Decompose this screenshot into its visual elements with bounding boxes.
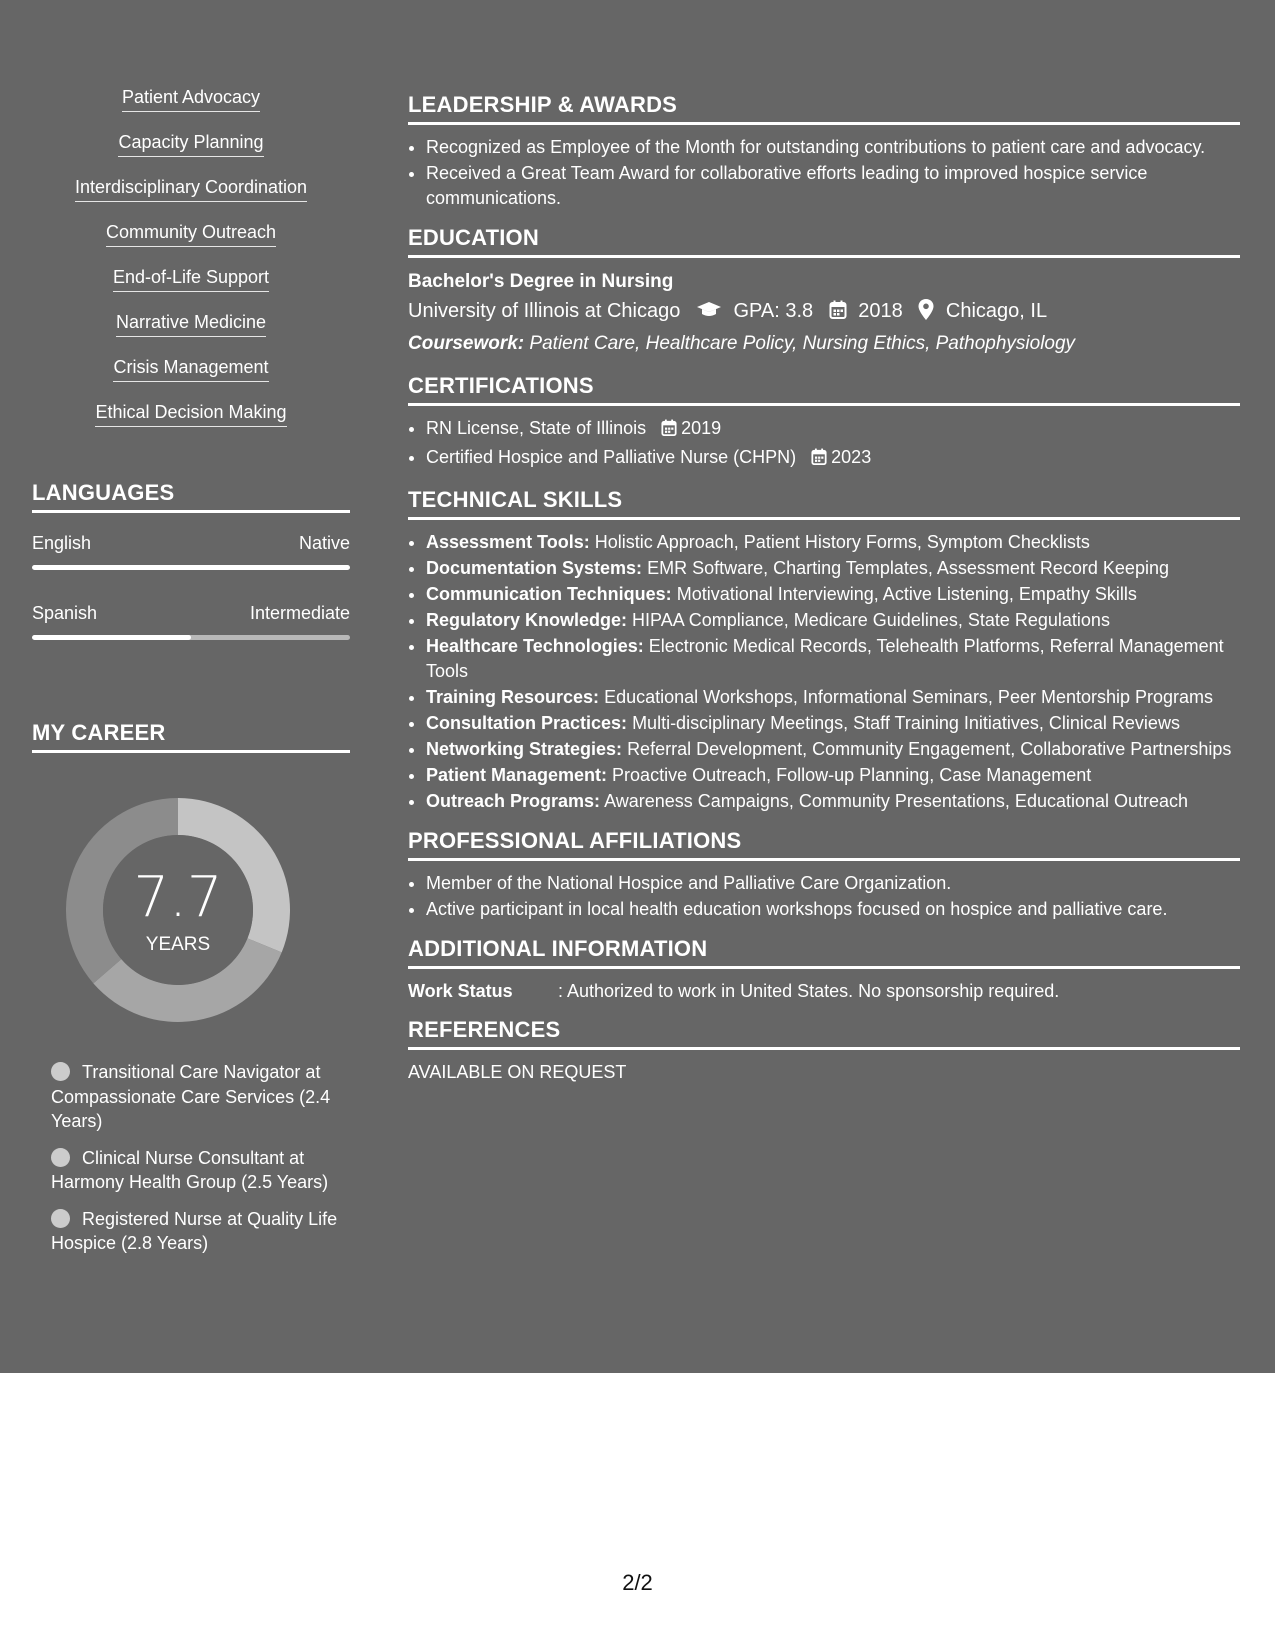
list-item	[426, 416, 1240, 444]
list-item: • Active participant in local health education workshops focused on hospice and palliative care.	[426, 897, 1240, 922]
certification-name: Certified Hospice and Palliative Nurse (CHPN)	[426, 447, 797, 467]
list-item: • Communication Techniques: Motivational Interviewing, Active Listening, Empathy Skills	[426, 582, 1240, 607]
list-item: • Member of the National Hospice and Palliative Care Organization.	[426, 871, 1240, 896]
language-proficiency-bar	[32, 635, 350, 640]
degree-title: Bachelor's Degree in Nursing	[408, 271, 674, 292]
list-item: • Recognized as Employee of the Month for outstanding contributions to patient care and advocacy.	[426, 135, 1240, 160]
languages-section	[32, 480, 350, 653]
language-proficiency-fill	[32, 565, 350, 570]
skill-tag: Crisis Management	[32, 356, 350, 401]
list-item: • Training Resources: Educational Workshops, Informational Seminars, Peer Mentorship Programs	[426, 685, 1240, 710]
graduation-cap-icon	[696, 299, 722, 329]
list-item: • Documentation Systems: EMR Software, Charting Templates, Assessment Record Keeping	[426, 556, 1240, 581]
list-item: • Patient Management: Proactive Outreach, Follow-up Planning, Case Management	[426, 763, 1240, 788]
skill-tag-list	[32, 86, 350, 446]
career-heading: MY CAREER	[32, 720, 350, 753]
bullet-dot-icon	[51, 1148, 70, 1167]
work-status-value: : Authorized to work in United States. No sponsorship required.	[558, 981, 1060, 1001]
calendar-icon	[661, 419, 677, 444]
certification-year: 2019	[681, 418, 722, 438]
affiliations-list	[408, 871, 1240, 922]
skill-tag: Patient Advocacy	[32, 86, 350, 131]
certifications-section	[408, 373, 1240, 473]
technical-skills-list	[408, 530, 1240, 814]
career-section	[32, 720, 350, 1253]
graduation-year: 2018	[858, 300, 903, 322]
leadership-list	[408, 135, 1240, 211]
language-proficiency-fill	[32, 635, 191, 640]
calendar-icon	[829, 299, 847, 329]
coursework-text: Patient Care, Healthcare Policy, Nursing Ethics, Pathophysiology	[529, 333, 1076, 354]
list-item: • Consultation Practices: Multi-disciplinary Meetings, Staff Training Initiatives, Clinical Reviews	[426, 711, 1240, 736]
list-item: • Healthcare Technologies: Electronic Medical Records, Telehealth Platforms, Referral Management Tools	[426, 634, 1240, 684]
work-status-label: Work Status	[408, 981, 513, 1001]
additional-info-section	[408, 936, 1240, 1003]
list-item: • Assessment Tools: Holistic Approach, Patient History Forms, Symptom Checklists	[426, 530, 1240, 555]
bullet-dot-icon	[51, 1209, 70, 1228]
coursework	[408, 329, 1240, 359]
language-level: Native	[298, 533, 350, 553]
languages-heading: LANGUAGES	[32, 480, 350, 513]
certification-year: 2023	[831, 447, 872, 467]
career-list	[51, 1060, 341, 1268]
main-content	[408, 92, 1240, 1098]
affiliations-section	[408, 828, 1240, 922]
language-row	[32, 513, 350, 583]
school-name: University of Illinois at Chicago	[408, 300, 681, 322]
school-location: Chicago, IL	[945, 300, 1048, 322]
education-details	[408, 296, 1240, 329]
language-level: Intermediate	[249, 603, 350, 623]
references-text: AVAILABLE ON REQUEST	[408, 1062, 627, 1082]
skill-tag: End-of-Life Support	[32, 266, 350, 311]
skill-tag: Interdisciplinary Coordination	[32, 176, 350, 221]
skill-tag: Capacity Planning	[32, 131, 350, 176]
work-status-row	[408, 979, 1240, 1003]
location-pin-icon	[918, 299, 934, 329]
additional-info-heading: ADDITIONAL INFORMATION	[408, 936, 1240, 969]
career-item: Transitional Care Navigator at Compassionate Care Services (2.4 Years)	[51, 1062, 331, 1131]
skill-tag: Community Outreach	[32, 221, 350, 266]
certification-name: RN License, State of Illinois	[426, 418, 647, 438]
language-row	[32, 583, 350, 653]
gpa-value: GPA: 3.8	[733, 300, 814, 322]
calendar-icon	[811, 448, 827, 473]
career-total-years: 7.7	[133, 865, 223, 930]
career-item: Registered Nurse at Quality Life Hospice (2.8 Years)	[51, 1208, 338, 1253]
career-years-label: YEARS	[145, 934, 211, 955]
list-item: • Received a Great Team Award for collaborative efforts leading to improved hospice service communications.	[426, 161, 1240, 211]
references-heading: REFERENCES	[408, 1017, 1240, 1050]
technical-skills-section	[408, 487, 1240, 814]
coursework-label: Coursework:	[408, 333, 525, 354]
skill-tag: Narrative Medicine	[32, 311, 350, 356]
technical-skills-heading: TECHNICAL SKILLS	[408, 487, 1240, 520]
list-item: • Networking Strategies: Referral Development, Community Engagement, Collaborative Partnerships	[426, 737, 1240, 762]
certifications-heading: CERTIFICATIONS	[408, 373, 1240, 406]
page-number: 2/2	[622, 1570, 653, 1595]
affiliations-heading: PROFESSIONAL AFFILIATIONS	[408, 828, 1240, 861]
list-item: • Outreach Programs: Awareness Campaigns, Community Presentations, Educational Outreach	[426, 789, 1240, 814]
leadership-heading: LEADERSHIP & AWARDS	[408, 92, 1240, 125]
language-name: English	[32, 533, 92, 553]
list-item: • Regulatory Knowledge: HIPAA Compliance, Medicare Guidelines, State Regulations	[426, 608, 1240, 633]
language-name: Spanish	[32, 603, 98, 623]
career-donut-chart	[66, 798, 290, 1022]
leadership-section	[408, 92, 1240, 211]
skill-tag: Ethical Decision Making	[32, 401, 350, 446]
references-section	[408, 1017, 1240, 1084]
career-item: Clinical Nurse Consultant at Harmony Health Group (2.5 Years)	[51, 1147, 329, 1192]
education-section	[408, 225, 1240, 359]
bullet-dot-icon	[51, 1062, 70, 1081]
education-heading: EDUCATION	[408, 225, 1240, 258]
list-item	[426, 445, 1240, 473]
certifications-list	[408, 416, 1240, 473]
language-proficiency-bar	[32, 565, 350, 570]
